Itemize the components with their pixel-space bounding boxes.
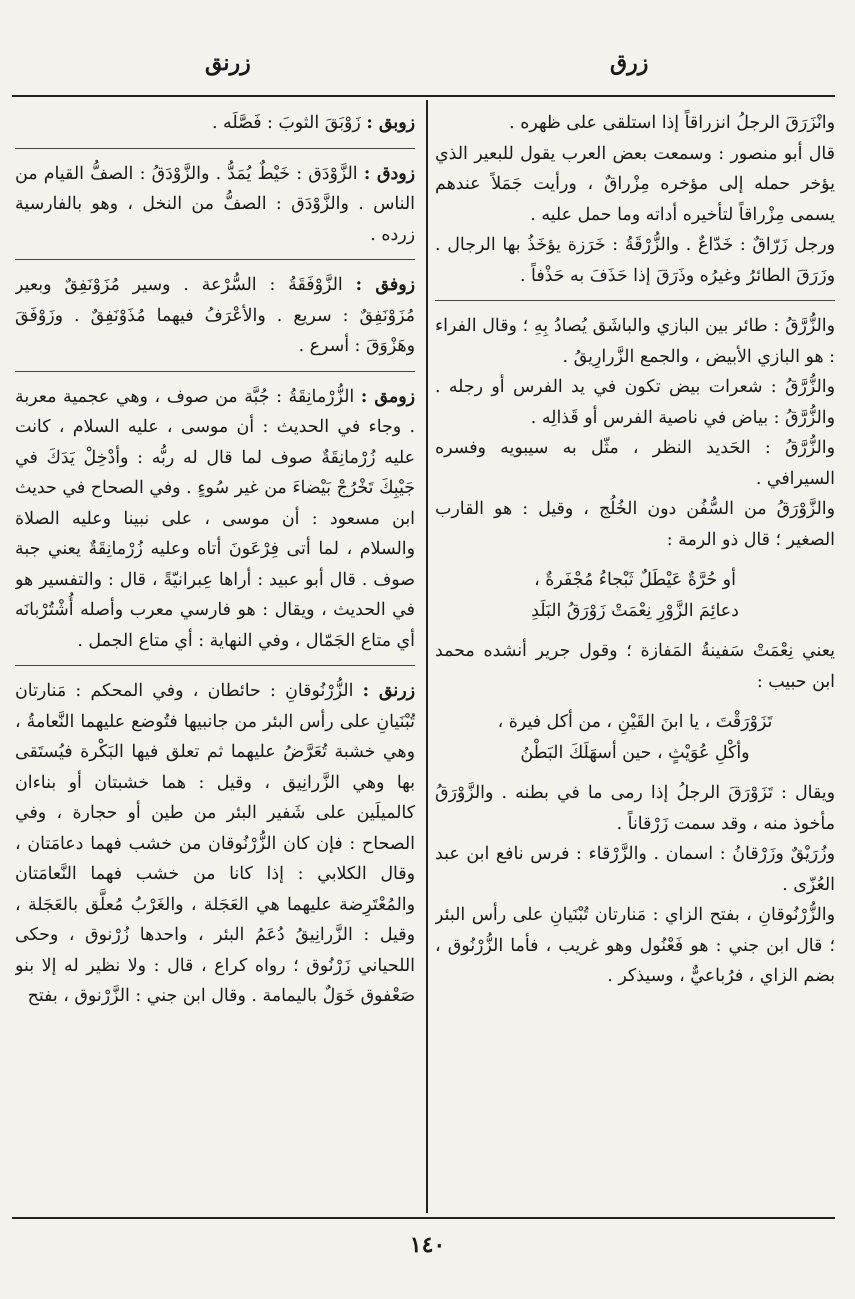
entry-paragraph <box>435 139 835 231</box>
entry-text: زَوْبَقَ الثوبَ : فَصَّلَه . <box>211 113 361 133</box>
entry-paragraph <box>435 839 835 900</box>
entry-separator <box>435 300 835 301</box>
entry-text: والزُّرْنُوقانِ ، بفتح الزاي : مَنارتان تُبْنَيانِ على رأس البئر ؛ قال ابن جني : هو فَعْنُول وهو غريب ، فأما الزُّرْنُوق ، بضم الزاي ، فرُباعيٌّ ، وسيذكر . <box>435 905 835 986</box>
page-header <box>0 40 855 90</box>
entry-paragraph <box>435 311 835 372</box>
entry-headword: زوبق : <box>366 113 415 133</box>
entry-text: يعني نِعْمَتْ سَفينةُ المَفازة ؛ وقول جرير أنشده محمد ابن حبيب : <box>435 641 835 692</box>
entry-text: الزُّرْمانِقَةُ : جُبَّة من صوف ، وهي عجمية معربة . وجاء في الحديث : أن موسى ، عليه السلام ، كانت عليه زُرْمانِقَةٌ صوف لما قال له ربُّه : وأدْخِلْ يَدَكَ في جَيْبِكَ تَخْرُجْ بَيْضاءَ من غير سُوءٍ . وفي الصحاح في حديث ابن مسعود : أن موسى ، على نبينا وعليه الصلاة والسلام ، لما أتى فِرْعَونَ أتاه وعليه زُرْمانِقَةٌ يعني جبة صوف . قال أبو عبيد : أراها عِبرانيّةً ، قال : والتفسير هو في الحديث ، ويقال : هو فارسي معرب وأصله أُشْتُرْبانَه أي متاع الجَمّال ، وفي النهاية : أي متاع الجمل . <box>15 386 415 651</box>
entry-text: والزُّرَّقُ : طائر بين البازي والباشَق يُصادُ بِهِ ؛ وقال الفراء : هو البازي الأبيض ، والجمع الزَّرارِيقُ . <box>435 316 835 367</box>
entry-text: ورجل زَرّاقٌ : خَدّاعٌ . والزُّرْقَةُ : خَرَزة يؤخَذُ بها الرجال . وزَرَقَ الطائرُ وغيرُه وذَرَقَ إذا حَذَفَ به حَذْفاً . <box>435 235 835 286</box>
entry-paragraph <box>435 372 835 433</box>
entry-text: وزُرَيْقٌ وزَرْقانُ : اسمان . والزَّرْقاء : فرس نافع ابن عبد العُزّى . <box>435 844 835 895</box>
poetry-verse <box>435 565 835 626</box>
right-column <box>435 108 835 1208</box>
entry-text: والزَّوْرَقُ من السُّفُن دون الخُلُج ، وقيل : هو القارب الصغير ؛ قال ذو الرمة : <box>435 499 835 550</box>
verse-line: تَزَوْرَقْتَ ، يا ابنَ القَيْنِ ، من أكل فيرة ، <box>497 712 773 732</box>
entry-separator <box>15 148 415 149</box>
header-root-left: زرنق <box>205 50 251 76</box>
verse-line: دعائِمَ الزَّوْرِ نِعْمَتْ زَوْرَقُ البَلَدِ <box>531 600 739 621</box>
entry-paragraph <box>435 108 835 139</box>
entry-headword: زودق : <box>363 163 415 184</box>
entry-text: وانْزَرَقَ الرجلُ انزراقاً إذا استلقى على ظهره . <box>509 113 835 133</box>
entry-paragraph <box>15 270 415 362</box>
column-divider <box>426 100 428 1213</box>
entry-text: والزُّرَّقُ : الحَديد النظر ، مثّل به سيبويه وفسره السيرافي . <box>435 438 835 489</box>
verse-line: أو حُرَّةٌ عَيْطَلٌ ثَبْجاءُ مُجْفَرةٌ ، <box>534 570 736 590</box>
poetry-verse <box>435 707 835 768</box>
entry-paragraph <box>435 494 835 555</box>
entry-paragraph <box>15 159 415 251</box>
header-rule <box>12 95 835 97</box>
entry-headword: زوفق : <box>355 275 415 295</box>
entry-separator <box>15 371 415 372</box>
entry-paragraph <box>15 676 415 1012</box>
entry-separator <box>15 259 415 260</box>
entry-paragraph <box>435 900 835 992</box>
entry-text: الزَّوْدَق : خَيْطٌ يُمَدُّ . والزَّوْدَقُ : الصفُّ القيام من الناس . والزَّوْدَق : الصفُّ من النخل ، وهو بالفارسية زرده . <box>15 163 415 245</box>
entry-paragraph <box>435 778 835 839</box>
entry-text: قال أبو منصور : وسمعت بعض العرب يقول للبعير الذي يؤخر حمله إلى مؤخره مِزْراقٌ ، ورأيت جَمَلاً عندهم يسمى مِزْراقاً لتأخيره أداته وما حمل عليه . <box>435 143 835 225</box>
left-column <box>15 108 415 1208</box>
entry-separator <box>15 665 415 666</box>
entry-paragraph <box>15 382 415 657</box>
entry-text: الزَّوْفَقَةُ : السُّرْعة . وسير مُزَوْنَفِقٌ وبعير مُزَوْنَفِقٌ : سريع . والأعْرَفُ فيهما مُذَوْنَفِقٌ . وزَوْفَقَ وهَزْوَقَ : أسرع . <box>15 275 415 356</box>
entry-headword: زرنق : <box>362 681 415 701</box>
footer-rule <box>12 1217 835 1219</box>
entry-headword: زومق : <box>360 386 415 407</box>
entry-text: والزُّرَّقُ : شعرات بيض تكون في يد الفرس أو رجله . والزُّرَّقُ : بياض في ناصية الفرس أو قَذالِه . <box>435 377 835 428</box>
entry-text: الزُّرْنُوقانِ : حائطان ، وفي المحكم : مَنارتان تُبْنَيانِ على رأس البئر من جانبيها فتُوضع عليهما النَّعامةُ ، وهي خشبة تُعَرَّضُ عليهما ثم تعلق فيها البَكْرة فيُستَقى بها وهي الزَّرانِيق ، وقيل : هما خشبتان أو بناءان كالميلَين على شَفير البئر من طين أو حجارة ، وفي الصحاح : فإن كان الزُّرْنُوقان من خشب فهما دعامَتان ، وقال الكلابي : إذا كانا من خشب فهما النَّعامَتان والمُعْتَرِضة عليهما هي العَجَلة ، والغَرْبُ مُعلَّق بالعَجَلة ، وقيل : الزَّرانِيقُ دُعَمُ البئر ، واحدها زُرْنوق ، وحكى اللحياني زَرْنُوق ؛ رواه كراع ، قال : ولا نظير له إلا بنو صَعْفوق خَوَلٌ باليمامة . وقال ابن جني : الزَّرْنوق ، بفتح <box>15 681 415 1006</box>
entry-paragraph <box>435 230 835 291</box>
entry-paragraph <box>15 108 415 139</box>
verse-line: وأكْلِ عُوَيْثٍ ، حين أسهَلَكَ البَطْنُ <box>520 742 750 763</box>
header-root-right: زرق <box>610 50 649 76</box>
page-number: ١٤٠ <box>409 1232 446 1258</box>
entry-text: ويقال : تَزَوْرَقَ الرجلُ إذا رمى ما في بطنه . والزَّوْرَقُ مأخوذ منه ، وقد سمت زَرْقاناً . <box>435 783 835 834</box>
entry-paragraph <box>435 636 835 697</box>
entry-paragraph <box>435 433 835 494</box>
